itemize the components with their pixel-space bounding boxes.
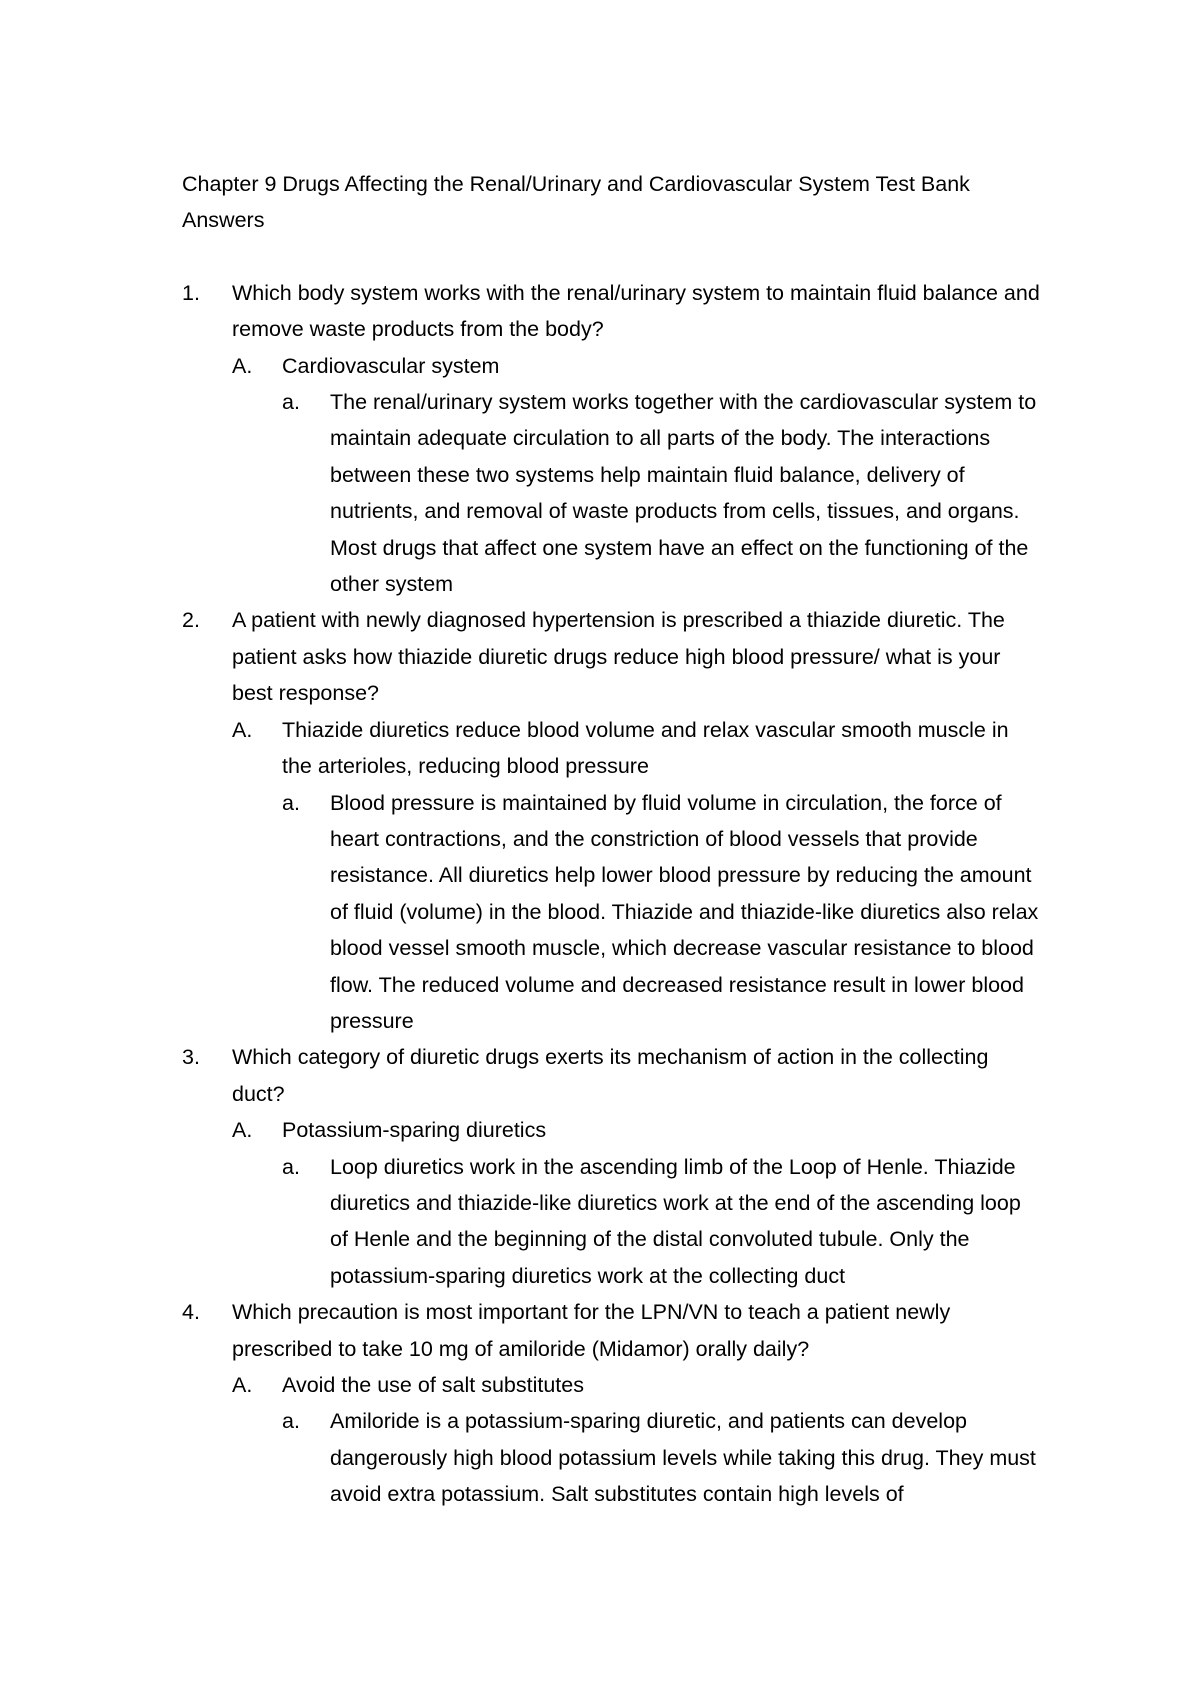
answer-text: Avoid the use of salt substitutes bbox=[282, 1373, 584, 1397]
answer-text: Potassium-sparing diuretics bbox=[282, 1118, 547, 1143]
explanation-item bbox=[282, 785, 1042, 1040]
explanation-letter: a. bbox=[282, 1409, 300, 1434]
explanation-item bbox=[282, 384, 1042, 602]
question-text: Which category of diuretic drugs exerts its mechanism of action in the collecting duct? bbox=[232, 1045, 989, 1106]
answer-text: Thiazide diuretics reduce blood volume and relax vascular smooth muscle in the arterioles, reducing blood pressure bbox=[282, 717, 1009, 779]
explanation-letter: a. bbox=[282, 790, 300, 815]
explanation-text: Loop diuretics work in the ascending limb of the Loop of Henle. Thiazide diuretics and thiazide-like diuretics work at the end of the ascending loop of Henle and the beginning of the distal convoluted tubule. Only the potassium-sparing diuretics work at the collecting duct bbox=[330, 1154, 1021, 1288]
answer-letter: A. bbox=[232, 717, 253, 742]
answer-letter: A. bbox=[232, 353, 253, 378]
explanation-text: Blood pressure is maintained by fluid volume in circulation, the force of heart contractions, and the constriction of blood vessels that provide resistance. All diuretics help lower blood pressure by reducing the amount of fluid (volume) in the blood. Thiazide and thiazide-like diuretics also relax blood vessel smooth muscle, which decrease vascular resistance to blood flow. The reduced volume and decreased resistance result in lower blood pressure bbox=[330, 790, 1039, 1033]
question-text: A patient with newly diagnosed hypertension is prescribed a thiazide diuretic. The patient asks how thiazide diuretic drugs reduce high blood pressure/ what is your best response? bbox=[232, 608, 1005, 706]
spacer bbox=[182, 239, 1042, 275]
answer-text: Cardiovascular system bbox=[282, 353, 500, 378]
explanation-text: The renal/urinary system works together with the cardiovascular system to maintain adequate circulation to all parts of the body. The interactions between these two systems help maintain fluid balance, delivery of nutrients, and removal of waste products from cells, tissues, and organs. Most drugs that affect one system have an effect on the functioning of the other system bbox=[330, 390, 1037, 597]
explanation-item bbox=[282, 1403, 1042, 1512]
explanation-text: Amiloride is a potassium-sparing diuretic, and patients can develop dangerously high blood potassium levels while taking this drug. They must avoid extra potassium. Salt substitutes contain high levels of bbox=[330, 1409, 1036, 1507]
question-number: 4. bbox=[182, 1300, 200, 1325]
question-number: 1. bbox=[182, 280, 200, 305]
question-item bbox=[182, 275, 1042, 603]
explanation-item bbox=[282, 1149, 1042, 1295]
answer-item bbox=[232, 1112, 1042, 1294]
question-number: 3. bbox=[182, 1045, 200, 1070]
answer-letter: A. bbox=[232, 1118, 253, 1143]
explanation-letter: a. bbox=[282, 1154, 300, 1179]
answer-item bbox=[232, 712, 1042, 1040]
question-number: 2. bbox=[182, 608, 200, 633]
question-text: Which precaution is most important for the LPN/VN to teach a patient newly prescribed to take 10 mg of amiloride (Midamor) orally daily? bbox=[232, 1300, 951, 1361]
answer-item bbox=[232, 1367, 1042, 1513]
question-item bbox=[182, 1294, 1042, 1512]
explanation-letter: a. bbox=[282, 390, 300, 415]
document-body bbox=[182, 166, 1042, 1513]
question-item bbox=[182, 602, 1042, 1039]
question-item bbox=[182, 1039, 1042, 1294]
question-list bbox=[182, 275, 1042, 1513]
answer-letter: A. bbox=[232, 1373, 253, 1397]
question-text: Which body system works with the renal/urinary system to maintain fluid balance and remove waste products from the body? bbox=[232, 280, 1040, 342]
answer-item bbox=[232, 348, 1042, 603]
document-title: Chapter 9 Drugs Affecting the Renal/Urinary and Cardiovascular System Test Bank Answers bbox=[182, 172, 970, 233]
